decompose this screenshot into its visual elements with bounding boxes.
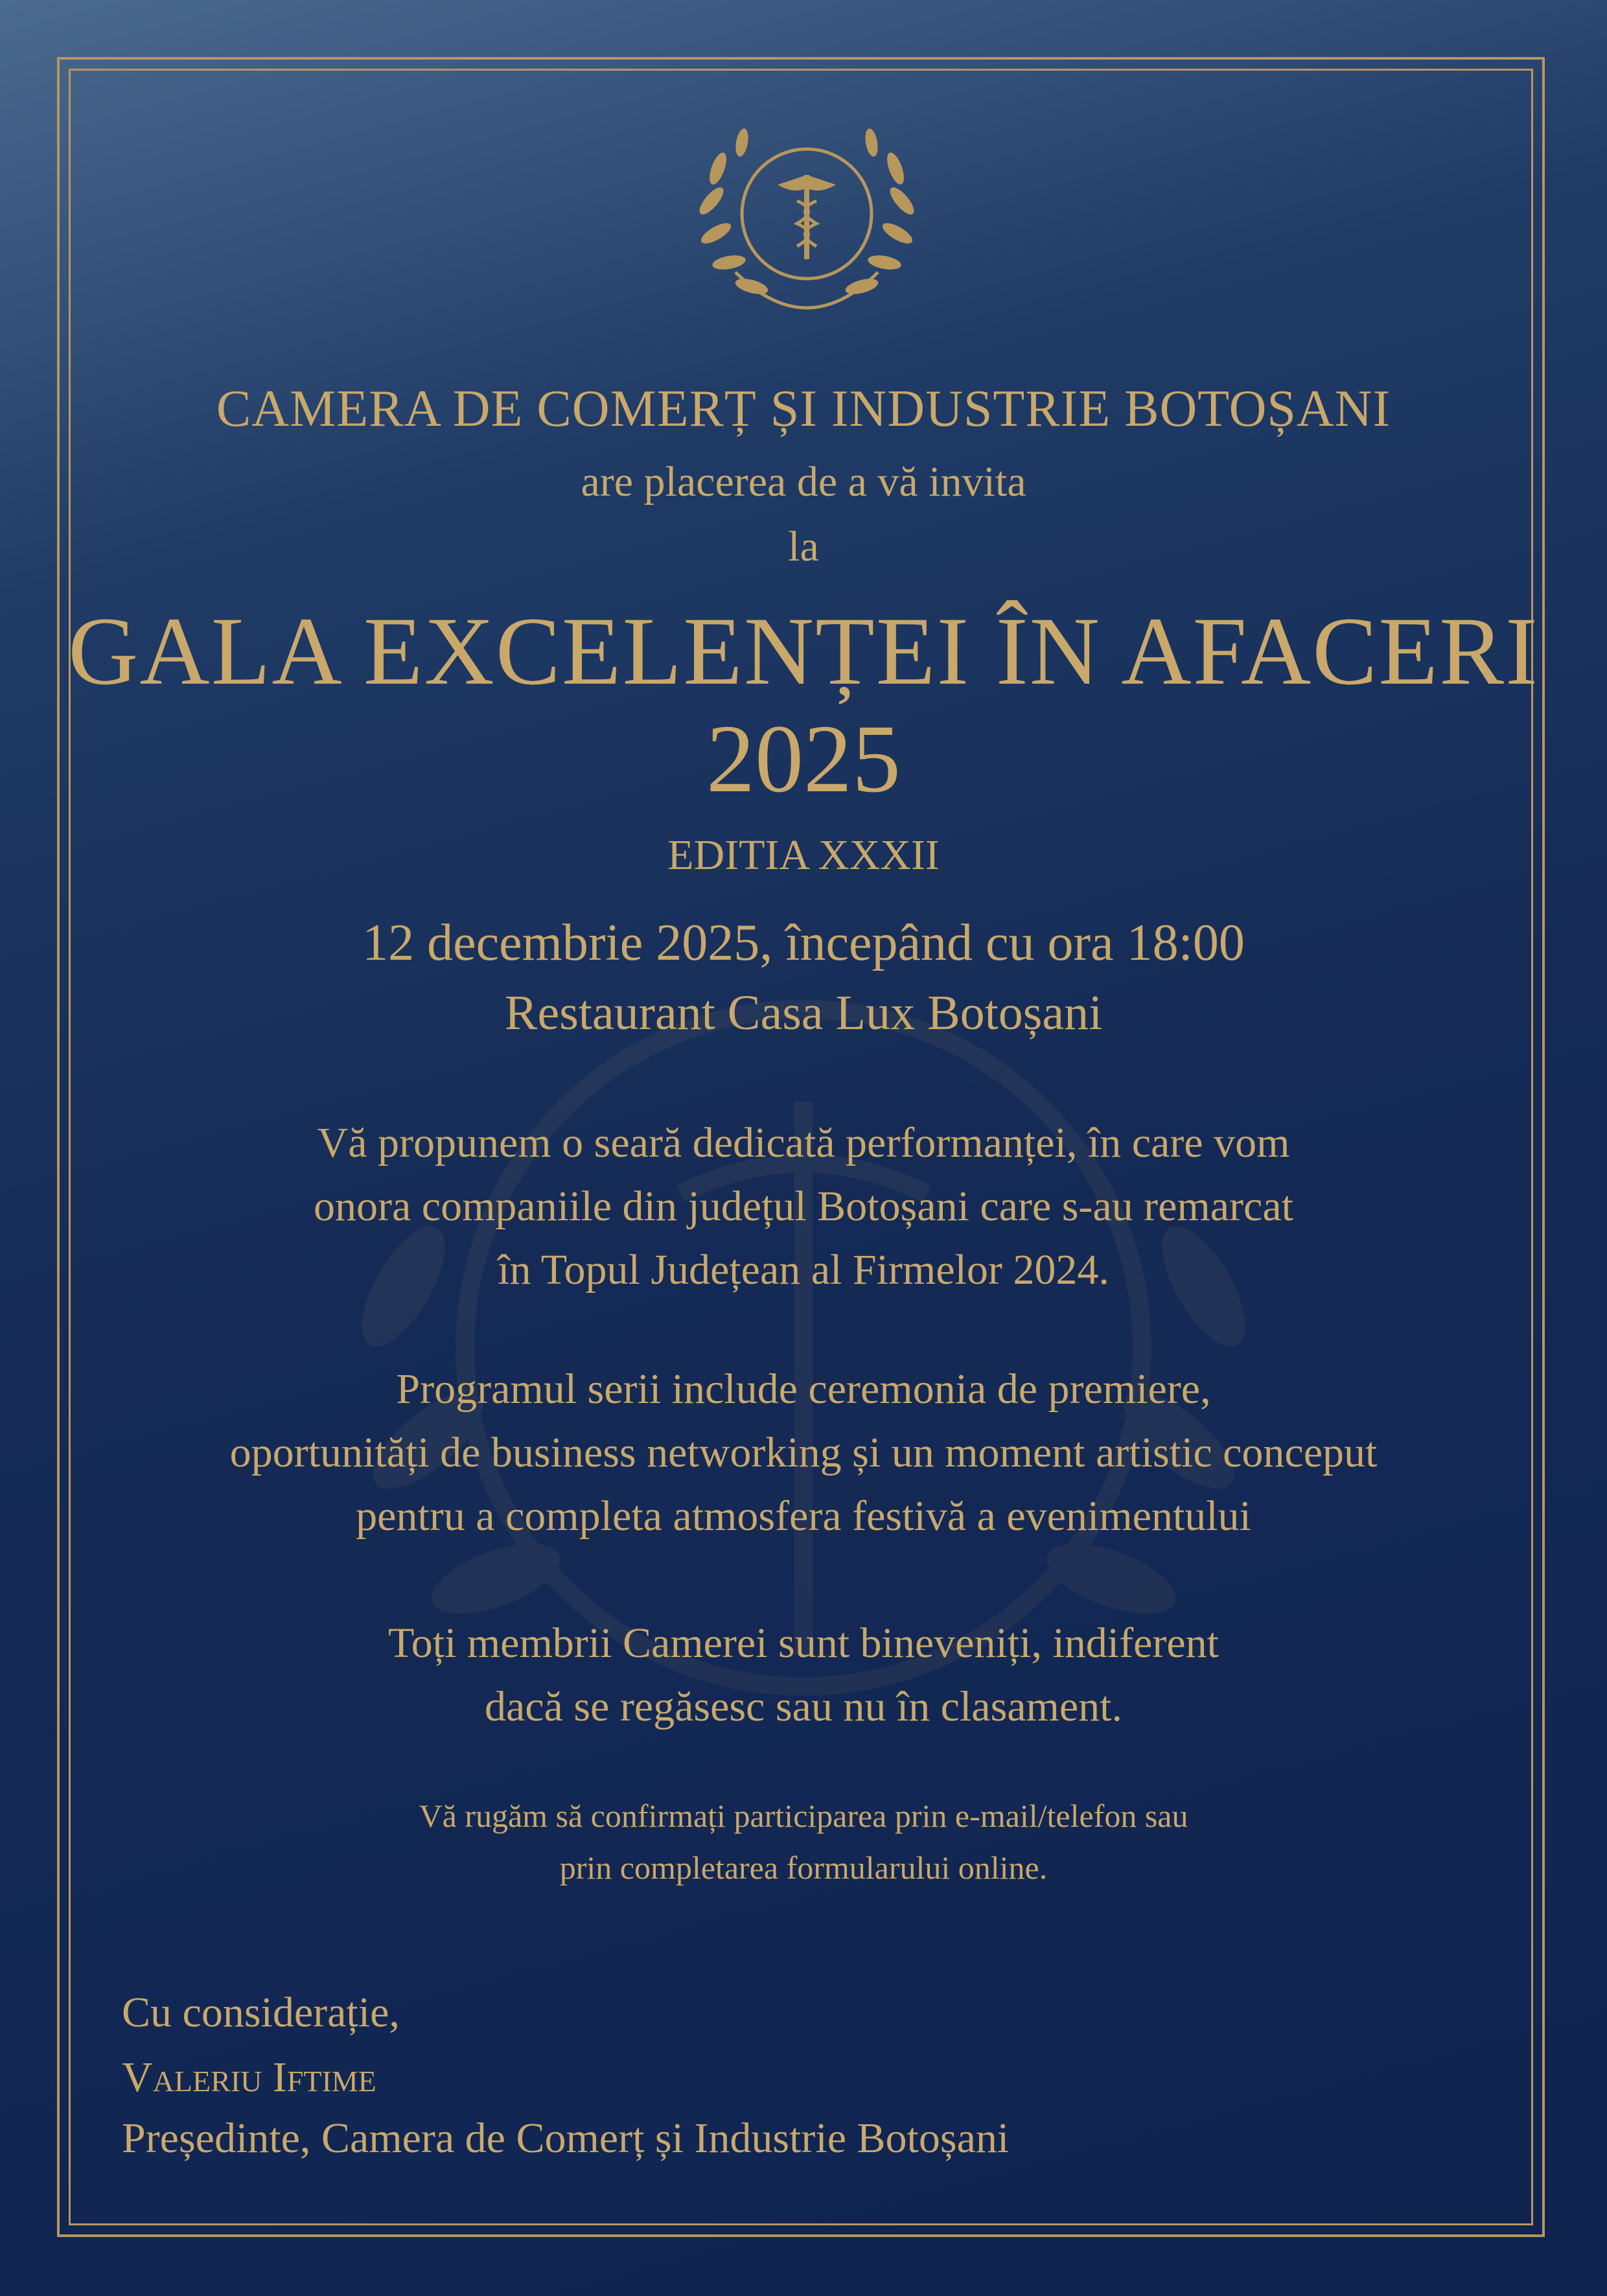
invite-line: are placerea de a vă invita bbox=[581, 458, 1026, 505]
paragraph-program: Programul serii include ceremonia de premiere, oportunități de business networking și un moment artistic conceput pentru a completa atmosfera festivă a evenimentului bbox=[229, 1365, 1378, 1540]
paragraph-intro: Vă propunem o seară dedicată performanței, în care vom onora companiile din județul Botoșani care s-au remarcat în Topul Județean al Firmelor 2024. bbox=[314, 1119, 1293, 1293]
event-year: 2025 bbox=[706, 705, 901, 813]
signature-closing: Cu considerație, bbox=[122, 1989, 400, 2036]
paragraph-members: Toți membrii Camerei sunt bineveniți, indiferent dacă se regăsesc sau nu în clasament. bbox=[387, 1619, 1220, 1730]
organization-heading: CAMERA DE COMERȚ ȘI INDUSTRIE BOTOȘANI bbox=[216, 380, 1391, 437]
laurel-wreath-caduceus-icon bbox=[680, 97, 933, 337]
event-edition: EDITIA XXXII bbox=[667, 831, 940, 879]
event-datetime: 12 decembrie 2025, începând cu ora 18:00 bbox=[362, 914, 1245, 971]
event-venue: Restaurant Casa Lux Botoșani bbox=[504, 986, 1103, 1040]
signature-role: Președinte, Camera de Comerț și Industrie Botoșani bbox=[122, 2115, 1010, 2162]
event-title: GALA EXCELENȚEI ÎN AFACERI bbox=[68, 597, 1539, 705]
rsvp-note: Vă rugăm să confirmați participarea prin e-mail/telefon sau prin completarea formularului online. bbox=[419, 1798, 1188, 1886]
signature-name: Valeriu Iftime bbox=[122, 2054, 376, 2101]
la-text: la bbox=[788, 523, 819, 570]
